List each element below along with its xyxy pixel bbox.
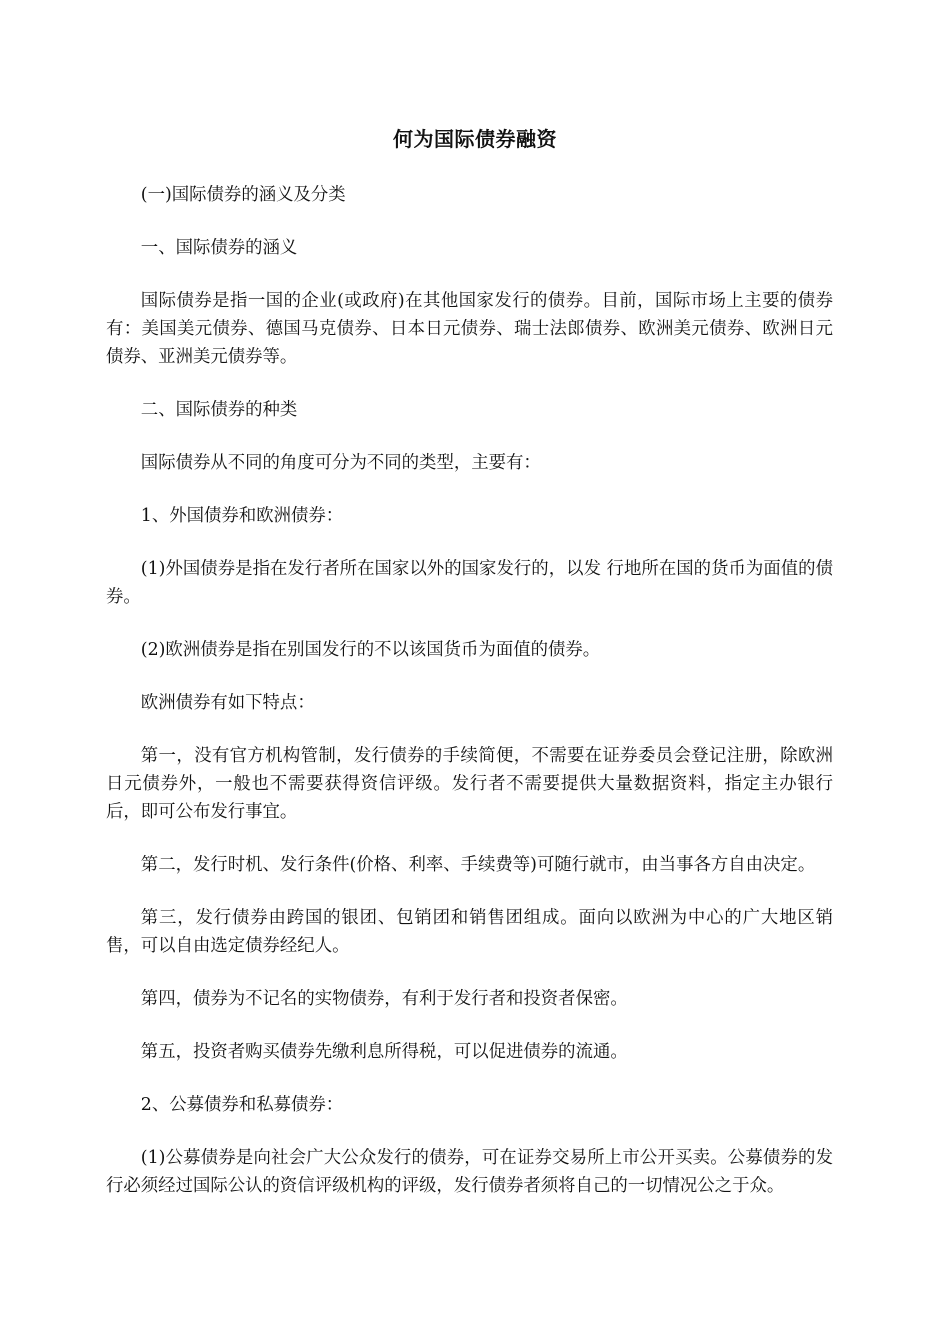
- document-body: [106, 181, 833, 1225]
- paragraph-feature-2: 第二，发行时机、发行条件(价格、利率、手续费等)可随行就市，由当事各方自由决定。: [140, 855, 816, 875]
- paragraph-definition: 国际债券是指一国的企业(或政府)在其他国家发行的债券。目前，国际市场上主要的债券有：美国美元债券、德国马克债券、日本日元债券、瑞士法郎债券、欧洲美元债券、欧洲日元债券、亚洲美元债券等。: [106, 291, 833, 367]
- paragraph-heading-types: 二、国际债券的种类: [140, 400, 298, 420]
- paragraph-heading-foreign-euro: 1、外国债券和欧洲债券：: [140, 506, 344, 526]
- paragraph-foreign-bond: (1)外国债券是指在发行者所在国家以外的国家发行的，以发 行地所在国的货币为面值的债券。: [106, 559, 833, 607]
- paragraph-heading-public-private: 2、公募债券和私募债券：: [140, 1095, 344, 1115]
- paragraph-euro-features-intro: 欧洲债券有如下特点：: [140, 693, 315, 713]
- paragraph-types-intro: 国际债券从不同的角度可分为不同的类型，主要有：: [140, 453, 541, 473]
- paragraph-euro-bond: (2)欧洲债券是指在别国发行的不以该国货币为面值的债券。: [140, 640, 601, 660]
- paragraph-feature-4: 第四，债券为不记名的实物债券，有利于发行者和投资者保密。: [140, 989, 628, 1009]
- paragraph-feature-1: 第一，没有官方机构管制，发行债券的手续简便，不需要在证券委员会登记注册，除欧洲日元债券外，一般也不需要获得资信评级。发行者不需要提供大量数据资料，指定主办银行后，即可公布发行事宜。: [106, 746, 833, 822]
- paragraph-feature-3: 第三，发行债券由跨国的银团、包销团和销售团组成。面向以欧洲为中心的广大地区销售，可以自由选定债券经纪人。: [106, 908, 833, 956]
- paragraph-public-bond: (1)公募债券是向社会广大公众发行的债券，可在证券交易所上市公开买卖。公募债券的发行必须经过国际公认的资信评级机构的评级，发行债券者须将自己的一切情况公之于众。: [106, 1148, 833, 1196]
- paragraph-feature-5: 第五，投资者购买债券先缴利息所得税，可以促进债券的流通。: [140, 1042, 628, 1062]
- paragraph-section-heading: (一)国际债券的涵义及分类: [140, 185, 346, 205]
- document-title: 何为国际债券融资: [393, 127, 557, 151]
- paragraph-heading-definition: 一、国际债券的涵义: [140, 238, 298, 258]
